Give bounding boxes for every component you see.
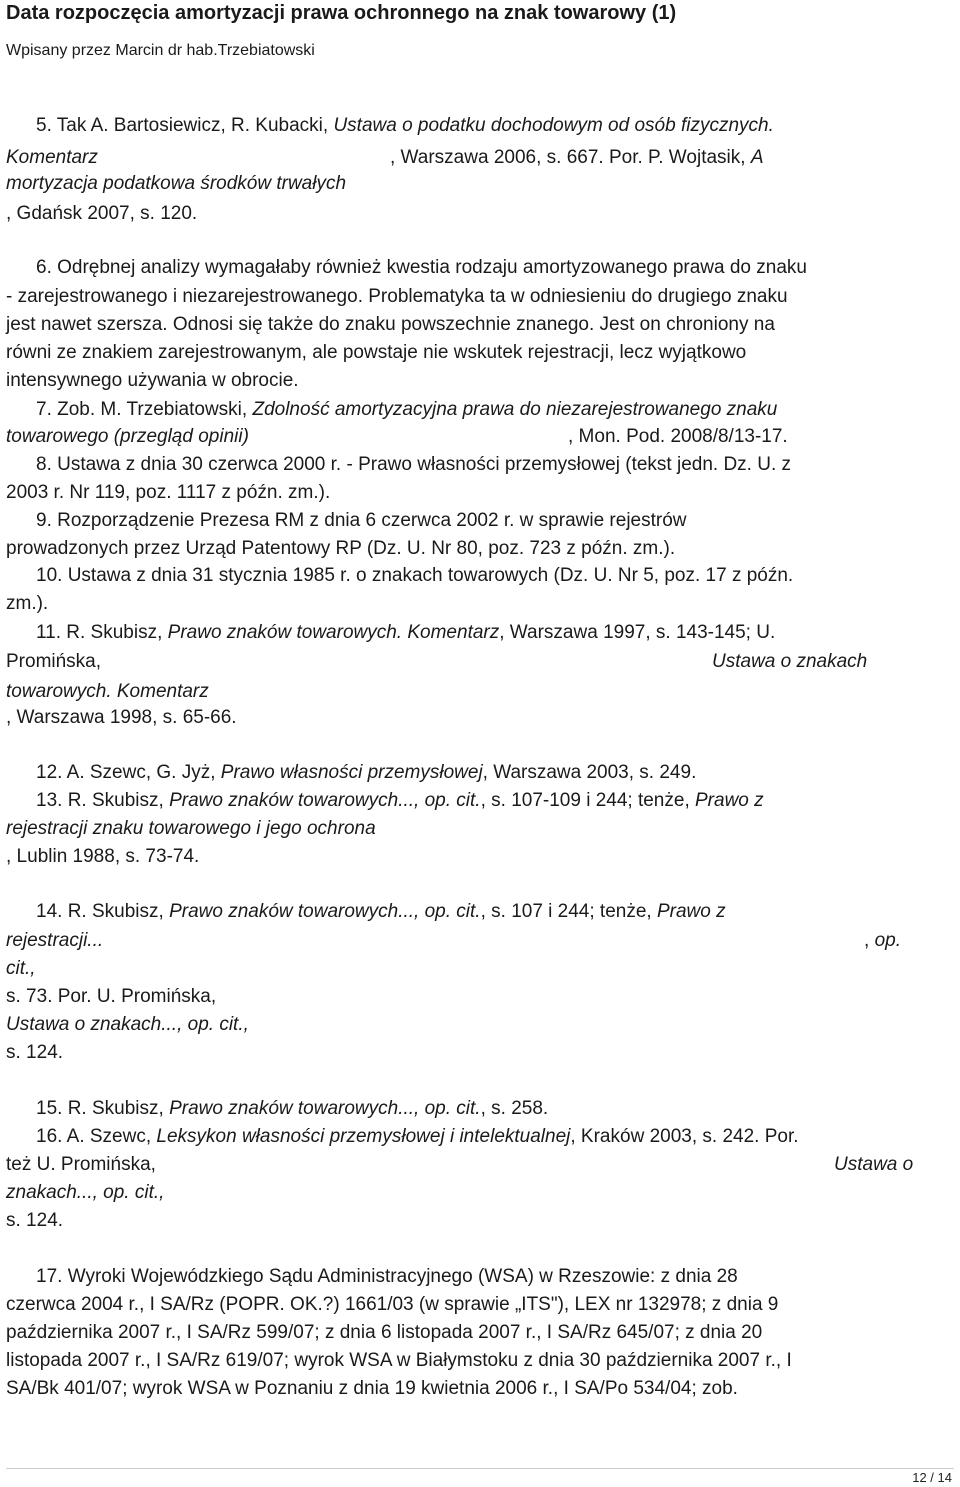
document-title: Data rozpoczęcia amortyzacji prawa ochronnego na znak towarowy (1) — [6, 2, 677, 24]
text-line — [6, 1013, 249, 1037]
text-segment: 9. Rozporządzenie Prezesa RM z dnia 6 czerwca 2002 r. w sprawie rejestrów — [36, 510, 687, 531]
text-line — [6, 146, 98, 170]
text-line — [6, 650, 101, 674]
text-segment: jest nawet szersza. Odnosi się także do znaku powszechnie znanego. Jest on chroniony na — [6, 314, 775, 335]
text-line — [36, 1125, 799, 1149]
italic-text: Prawo własności przemysłowej — [220, 762, 483, 783]
text-segment: s. 73. Por. U. Promińska, — [6, 986, 217, 1007]
italic-text: Komentarz — [6, 147, 98, 168]
text-line — [6, 1181, 164, 1205]
text-segment: 8. Ustawa z dnia 30 czerwca 2000 r. - Prawo własności przemysłowej (tekst jedn. Dz. U. z — [36, 454, 792, 475]
text-line — [36, 1097, 548, 1121]
text-segment: 11. R. Skubisz, — [36, 622, 168, 643]
text-segment: prowadzonych przez Urząd Patentowy RP (Dz. U. Nr 80, poz. 723 z późn. zm.). — [6, 538, 676, 559]
page-number: 12 / 14 — [912, 1470, 952, 1485]
text-line — [6, 313, 775, 337]
text-line — [6, 817, 376, 841]
text-line — [36, 621, 775, 645]
text-line — [36, 1265, 738, 1289]
text-line — [36, 509, 687, 533]
italic-text: Ustawa o znakach..., op. cit., — [6, 1014, 249, 1035]
text-line — [36, 564, 793, 588]
text-line — [36, 398, 777, 422]
text-segment: października 2007 r., I SA/Rz 599/07; z dnia 6 listopada 2007 r., I SA/Rz 645/07; z dnia 20 — [6, 1322, 763, 1343]
text-segment: , Lublin 1988, s. 73-74. — [6, 846, 200, 867]
text-segment: , Gdańsk 2007, s. 120. — [6, 203, 198, 224]
text-line — [6, 285, 788, 309]
text-line — [6, 1349, 792, 1373]
italic-text: A — [750, 147, 764, 168]
text-segment: 10. Ustawa z dnia 31 stycznia 1985 r. o znakach towarowych (Dz. U. Nr 5, poz. 17 z późn. — [36, 565, 794, 586]
text-line — [6, 1321, 762, 1345]
italic-text: op. — [874, 930, 901, 951]
text-line — [36, 900, 726, 924]
text-line — [6, 369, 299, 393]
text-line — [6, 592, 48, 616]
text-line — [864, 929, 901, 953]
text-segment: 2003 r. Nr 119, poz. 1117 z późn. zm.). — [6, 482, 331, 503]
text-segment: , — [864, 930, 875, 951]
text-segment: czerwca 2004 r., I SA/Rz (POPR. OK.?) 1661/03 (w sprawie „ITS"), LEX nr 132978; z dnia 9 — [6, 1294, 779, 1315]
text-segment: , Warszawa 1998, s. 65-66. — [6, 707, 237, 728]
text-segment: 16. A. Szewc, — [36, 1126, 157, 1147]
text-line — [6, 1041, 63, 1065]
text-segment: 13. R. Skubisz, — [36, 790, 170, 811]
text-segment: listopada 2007 r., I SA/Rz 619/07; wyrok WSA w Białymstoku z dnia 30 października 2007 r., I — [6, 1350, 792, 1371]
text-line — [834, 1153, 913, 1177]
italic-text: Ustawa o — [834, 1154, 914, 1175]
text-line — [6, 425, 249, 449]
text-segment: , Mon. Pod. 2008/8/13-17. — [568, 426, 788, 447]
text-line — [6, 985, 216, 1009]
text-segment: też U. Promińska, — [6, 1154, 156, 1175]
italic-text: Prawo znaków towarowych. Komentarz — [167, 622, 500, 643]
text-segment: , Warszawa 2003, s. 249. — [482, 762, 697, 783]
text-segment: - zarejestrowanego i niezarejestrowanego. Problematyka ta w odniesieniu do drugiego znaku — [6, 286, 788, 307]
italic-text: Prawo z — [695, 790, 764, 811]
text-line — [6, 202, 197, 226]
italic-text: znakach..., op. cit., — [6, 1182, 165, 1203]
text-line — [712, 650, 867, 674]
text-segment: , s. 107-109 i 244; tenże, — [480, 790, 695, 811]
italic-text: Ustawa o podatku dochodowym od osób fizycznych. — [333, 115, 774, 136]
document-header — [0, 0, 960, 71]
text-line — [6, 537, 675, 561]
italic-text: cit., — [6, 958, 36, 979]
text-line — [6, 1293, 778, 1317]
italic-text: mortyzacja podatkowa środków trwałych — [6, 173, 347, 194]
text-line — [36, 453, 791, 477]
footer-divider — [6, 1468, 954, 1469]
text-line — [6, 341, 746, 365]
italic-text: Prawo znaków towarowych..., op. cit. — [169, 790, 481, 811]
text-segment: 17. Wyroki Wojewódzkiego Sądu Administracyjnego (WSA) w Rzeszowie: z dnia 28 — [36, 1266, 738, 1287]
author-line: Wpisany przez Marcin dr hab.Trzebiatowski — [6, 42, 315, 59]
text-segment: równi ze znakiem zarejestrowanym, ale powstaje nie wskutek rejestracji, lecz wyjątkowo — [6, 342, 747, 363]
text-line — [568, 425, 788, 449]
italic-text: Prawo znaków towarowych..., op. cit. — [169, 1098, 481, 1119]
italic-text: Zdolność amortyzacyjna prawa do niezarejestrowanego znaku — [252, 399, 778, 420]
text-segment: 14. R. Skubisz, — [36, 901, 170, 922]
italic-text: Leksykon własności przemysłowej i intelektualnej — [156, 1126, 571, 1147]
text-segment: 5. Tak A. Bartosiewicz, R. Kubacki, — [36, 115, 334, 136]
text-line — [36, 256, 807, 280]
text-line — [6, 1209, 63, 1233]
italic-text: rejestracji znaku towarowego i jego ochrona — [6, 818, 376, 839]
text-line — [6, 929, 103, 953]
text-line — [36, 761, 696, 785]
text-segment: s. 124. — [6, 1210, 64, 1231]
text-segment: intensywnego używania w obrocie. — [6, 370, 299, 391]
text-segment: , Warszawa 1997, s. 143-145; U. — [499, 622, 776, 643]
text-segment: , s. 258. — [480, 1098, 549, 1119]
italic-text: towarowych. Komentarz — [6, 681, 209, 702]
text-line — [6, 680, 209, 704]
text-line — [6, 481, 330, 505]
italic-text: Prawo z — [656, 901, 726, 922]
text-segment: 7. Zob. M. Trzebiatowski, — [36, 399, 253, 420]
text-segment: SA/Bk 401/07; wyrok WSA w Poznaniu z dnia 19 kwietnia 2006 r., I SA/Po 534/04; zob. — [6, 1378, 738, 1399]
text-segment: , Kraków 2003, s. 242. Por. — [570, 1126, 799, 1147]
italic-text: Ustawa o znakach — [712, 651, 868, 672]
text-line — [390, 146, 764, 170]
text-segment: 15. R. Skubisz, — [36, 1098, 170, 1119]
text-segment: zm.). — [6, 593, 49, 614]
italic-text: rejestracji... — [6, 930, 104, 951]
text-line — [6, 957, 36, 981]
text-segment: , Warszawa 2006, s. 667. Por. P. Wojtasik, — [390, 147, 751, 168]
text-segment: 12. A. Szewc, G. Jyż, — [36, 762, 221, 783]
text-line — [6, 172, 346, 196]
italic-text: towarowego (przegląd opinii) — [6, 426, 249, 447]
text-segment: Promińska, — [6, 651, 102, 672]
text-segment: 6. Odrębnej analizy wymagałaby również kwestia rodzaju amortyzowanego prawa do znaku — [36, 257, 807, 278]
text-segment: , s. 107 i 244; tenże, — [480, 901, 657, 922]
text-segment: s. 124. — [6, 1042, 64, 1063]
text-line — [6, 1377, 738, 1401]
text-line — [36, 114, 774, 138]
text-line — [36, 789, 764, 813]
text-line — [6, 706, 237, 730]
text-line — [6, 1153, 156, 1177]
italic-text: Prawo znaków towarowych..., op. cit. — [169, 901, 481, 922]
text-line — [6, 845, 199, 869]
